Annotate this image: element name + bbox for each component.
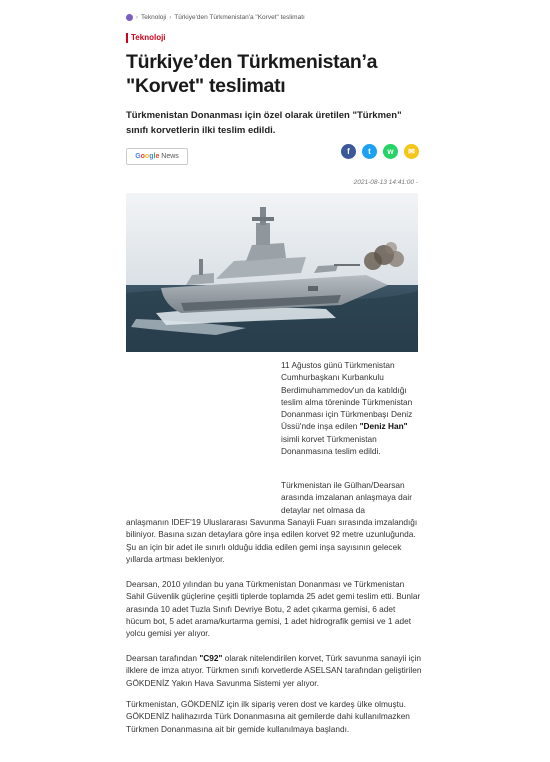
article-paragraph-3: Dearsan, 2010 yılından bu yana Türkmenistan Donanması ve Türkmenistan Sahil Güvenlik güçlerine çeşitli tiplerde toplamda 25 adet gemi teslim etti. Bunlar arasında 10 adet Tuzla Sınıfı Devriye Botu, 2 adet çıkarma gemisi, 6 adet hücum bot, 5 adet arama/kurtarma gemisi, 1 adet hidrografik gemisi ve 1 adet yolcu gemisi yer alıyor. — [126, 579, 421, 639]
twitter-icon[interactable]: t — [362, 144, 377, 159]
article-paragraph-1: 11 Ağustos günü Türkmenistan Cumhurbaşkanı Kurbankulu Berdimuhammedov'un da katıldığı teslim alma töreninde Türkmenistan Donanması için Türkmenbaşı Deniz Üssü'nde inşa edilen "Deniz Han" isimli korvet Türkmenistan Donanmasına teslim edildi. — [281, 360, 413, 457]
home-icon[interactable] — [126, 14, 133, 21]
article-paragraph-2: anlaşmanın IDEF'19 Uluslararası Savunma Sanayii Fuarı sırasında imzalandığı biliniyor. Basına sızan detaylara göre inşa edilen korvet 92 metre uzunluğunda. Şu an için bir adet ile sınırlı olduğu iddia edilen gemi inşa sayısının gelecek yıllarda artması bekleniyor. — [126, 517, 418, 564]
category-tag[interactable]: Teknoloji — [126, 33, 166, 43]
article-lead: Türkmenistan Donanması için özel olarak üretilen "Türkmen" sınıfı korvetlerin ilki teslim edildi. — [126, 110, 402, 136]
article-image-corvette — [126, 193, 418, 352]
email-icon[interactable]: ✉ — [404, 144, 419, 159]
page-title: Türkiye’den Türkmenistan’a "Korvet" teslimatı — [126, 51, 378, 97]
breadcrumb-category[interactable]: Teknoloji — [141, 14, 167, 21]
whatsapp-icon[interactable]: w — [383, 144, 398, 159]
publish-date: 2021-08-13 14:41:00 - — [353, 179, 418, 186]
breadcrumb-current: Türkiye'den Türkmenistan'a "Korvet" teslimatı — [174, 14, 305, 21]
chevron-right-icon: › — [169, 14, 172, 21]
chevron-right-icon: › — [136, 14, 138, 21]
google-logo: Google — [135, 153, 160, 160]
article-paragraph-4: Dearsan tarafından "C92" olarak nitelendirilen korvet, Türk savunma sanayii için ilklere de imza atıyor. Türkmen sınıfı korvetlerde ASELSAN tarafından geliştirilen GÖKDENİZ Yakın Hava Savunma Sistemi yer alıyor. — [126, 653, 422, 688]
article-paragraph-2-intro: Türkmenistan ile Gülhan/Dearsan arasında imzalanan anlaşmaya dair detaylar net olmasa da — [281, 480, 412, 515]
google-news-label: News — [161, 153, 179, 160]
article-paragraph-5: Türkmenistan, GÖKDENİZ için ilk sipariş veren dost ve kardeş ülke olmuştu. GÖKDENİZ halihazırda Türk Donanmasına ait gemilerde dahi kullanılmazken Türkmen Donanmasına ait bir gemide kullanılmaya başlandı. — [126, 699, 410, 734]
share-buttons — [341, 144, 419, 159]
facebook-icon[interactable]: f — [341, 144, 356, 159]
breadcrumb — [126, 14, 305, 21]
google-news-button[interactable] — [126, 148, 188, 165]
